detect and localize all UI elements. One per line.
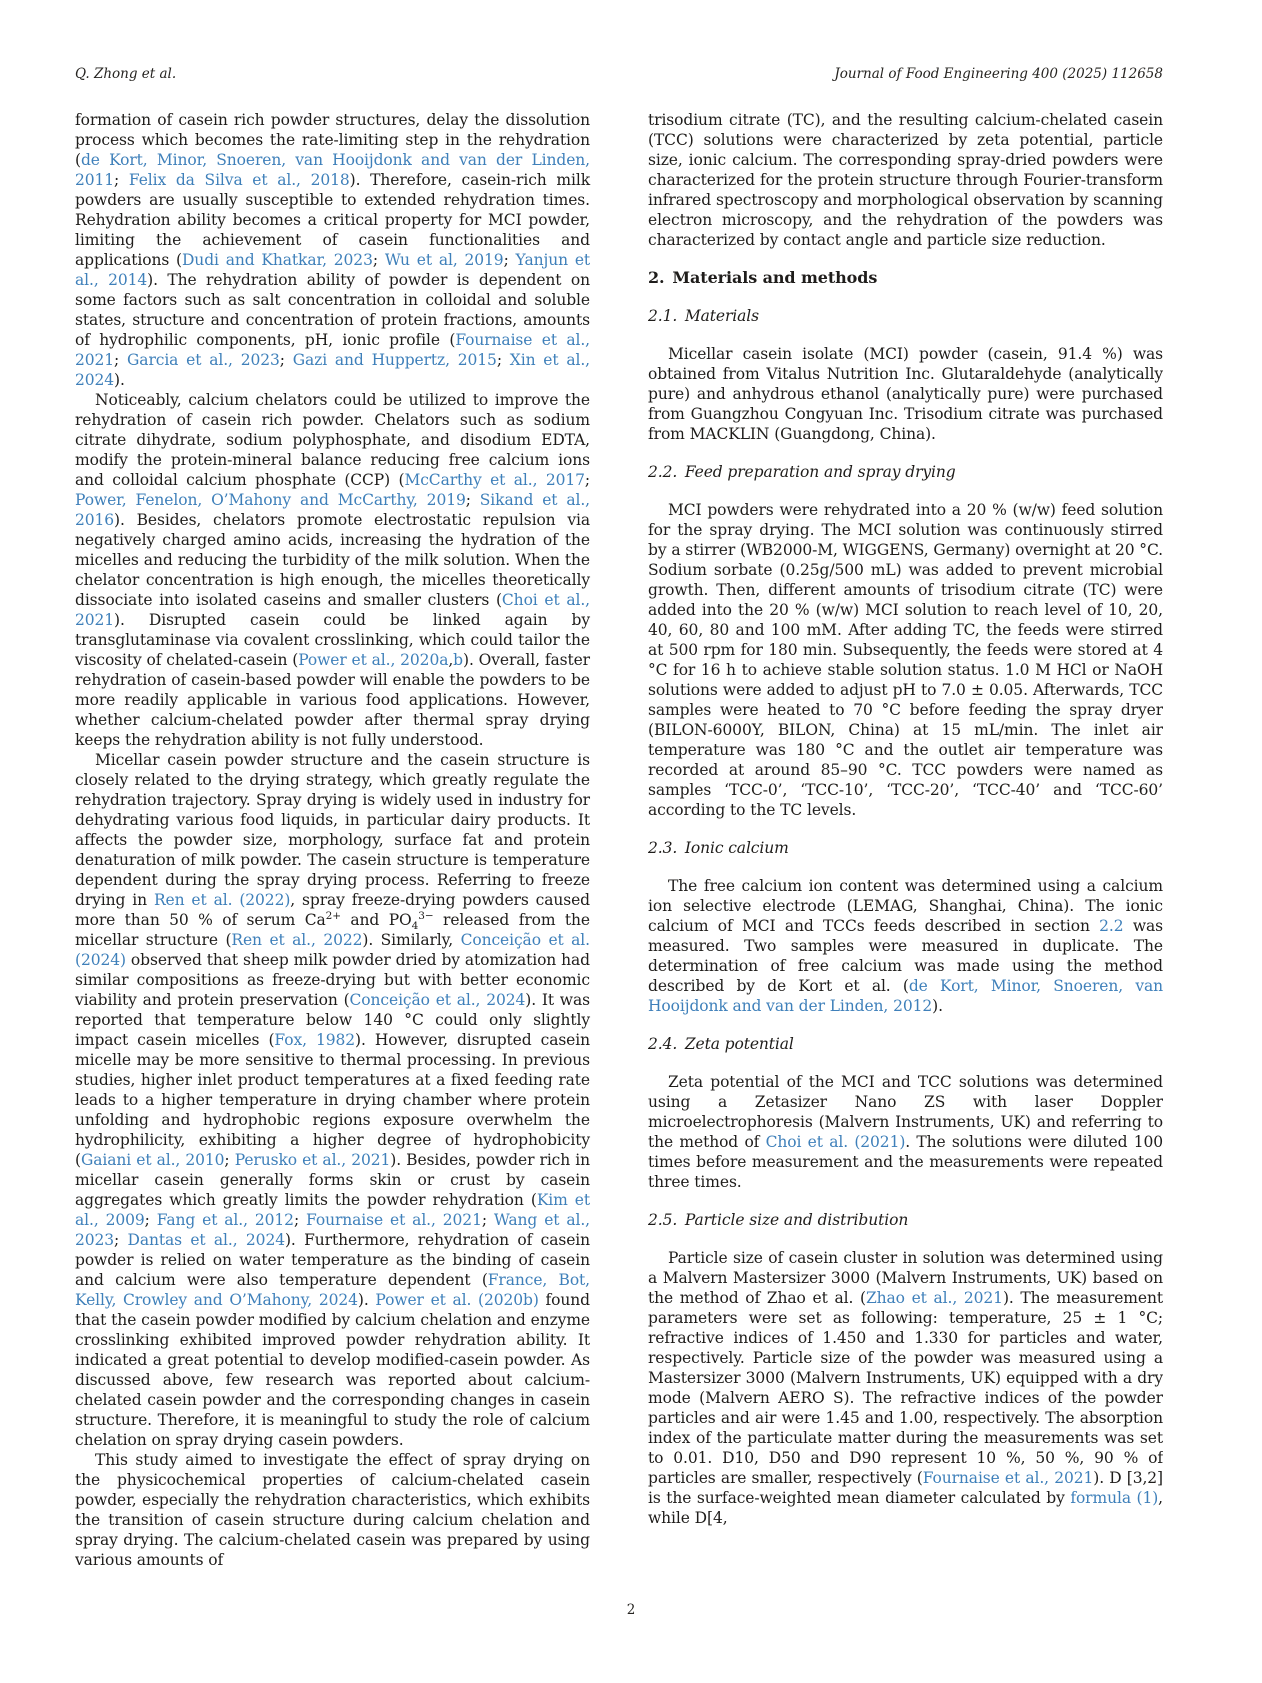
page-footer — [0, 1602, 1262, 1618]
superscript-text: 2+ — [325, 909, 341, 922]
text-run: ; — [465, 491, 480, 509]
text-run: ). Therefore, casein-rich milk powders are usually susceptible to extended rehydration times. Rehydration ability becomes a critical property for MCI powder, limiting the achievement of casein functionalities and applications ( — [75, 171, 591, 269]
text-run: observed that sheep milk powder dried by atomization had similar compositions as freeze-drying but with better economic viability and protein preservation ( — [75, 951, 590, 1009]
citation-link[interactable]: de Kort, Minor, Snoeren, van Hooijdonk and van der Linden, 2011 — [75, 151, 590, 189]
citation-link[interactable]: Garcia et al., 2023 — [127, 351, 280, 369]
text-run: ; — [496, 351, 510, 369]
text-run: Micellar casein powder structure and the casein structure is closely related to the drying strategy, which greatly regulate the rehydration trajectory. Spray drying is widely used in industry for dehydrating various food liquids, in particular dairy products. It affects the powder size, morphology, surface fat and protein denaturation of milk powder. The casein structure is temperature dependent during the spray drying process. Referring to freeze drying in — [75, 751, 590, 909]
body-paragraph — [648, 344, 1163, 444]
text-run: The free calcium ion content was determined using a calcium ion selective electrode (LEMAG, Shanghai, China). The ionic calcium of MCI and TCCs feeds described in section — [648, 877, 1163, 935]
citation-link[interactable]: Wang et al., 2023 — [75, 1211, 590, 1249]
subsection-heading: 2.1. Materials — [648, 307, 759, 325]
text-run: released from the micellar structure ( — [75, 911, 591, 949]
citation-link[interactable]: Gaiani et al., 2010 — [80, 1151, 225, 1169]
text-run: Zeta potential of the MCI and TCC solutions was determined using a Zetasizer Nano ZS with laser Doppler microelectrophoresis (Malvern Instruments, UK) and referring to the method of — [648, 1073, 1163, 1151]
text-run: found that the casein powder modified by calcium chelation and enzyme crosslinking exhibited improved powder rehydration ability. It indicated a great potential to develop modified-casein powder. As discussed above, few research was reported about calcium-chelated casein powder and the corresponding changes in casein structure. Therefore, it is meaningful to study the role of calcium chelation on spray drying casein powders. — [75, 1291, 590, 1449]
body-paragraph — [648, 500, 1163, 820]
text-run: ; — [481, 1211, 494, 1229]
citation-link[interactable]: Ren et al., 2022 — [231, 931, 363, 949]
text-run: , while D[4, — [648, 1489, 1163, 1527]
text-run: MCI powders were rehydrated into a 20 % (w/w) feed solution for the spray drying. The MCI solution was continuously stirred by a stirrer (WB2000-M, WIGGENS, Germany) overnight at 20 °C. Sodium sorbate (0.25g/500 mL) was added to prevent microbial growth. Then, different amounts of trisodium citrate (TC) were added into the 20 % (w/w) MCI solution to reach level of 10, 20, 40, 60, 80 and 100 mM. After adding TC, the feeds were stirred at 500 rpm for 180 min. Subsequently, the feeds were stored at 4 °C for 16 h to achieve stable solution status. 1.0 M HCl or NaOH solutions were added to adjust pH to 7.0 ± 0.05. Afterwards, TCC samples were heated to 70 °C before feeding the spray dryer (BILON-6000Y, BILON, China) at 15 mL/min. The inlet air temperature was 180 °C and the outlet air temperature was recorded at around 85–90 °C. TCC powders were named as samples ‘TCC-0’, ‘TCC-10’, ‘TCC-20’, ‘TCC-40’ and ‘TCC-60’ according to the TC levels. — [648, 501, 1163, 819]
citation-link[interactable]: Gazi and Huppertz, 2015 — [292, 351, 497, 369]
text-run: ). — [114, 371, 125, 389]
body-paragraph — [75, 750, 590, 1450]
citation-link[interactable]: Ren et al. (2022) — [153, 891, 291, 909]
citation-link[interactable]: Perusko et al., 2021 — [234, 1151, 391, 1169]
text-run: ). The measurement parameters were set as following: temperature, 25 ± 1 °C; refractive indices of 1.450 and 1.330 for particles and water, respectively. Particle size of the powder was measured using a Mastersizer 3000 (Malvern Instruments, UK) equipped with a dry mode (Malvern AERO S). The refractive indices of the powder particles and air were 1.45 and 1.00, respectively. The absorption index of the particulate matter during the measurements was set to 0.01. D10, D50 and D90 represent 10 %, 50 %, 90 % of particles are smaller, respectively ( — [648, 1289, 1163, 1487]
text-run: ; — [503, 251, 516, 269]
citation-link[interactable]: Dudi and Khatkar, 2023 — [181, 251, 373, 269]
running-header-authors: Q. Zhong et al. — [75, 66, 177, 82]
citation-link[interactable]: Dantas et al., 2024 — [127, 1231, 285, 1249]
body-paragraph — [648, 1248, 1163, 1528]
citation-link[interactable]: Power, Fenelon, O’Mahony and McCarthy, 2019 — [75, 491, 466, 509]
text-run: ). D [3,2] is the surface-weighted mean diameter calculated by — [648, 1469, 1163, 1507]
text-run: This study aimed to investigate the effect of spray drying on the physicochemical properties of calcium-chelated casein powder, especially the rehydration characteristics, which exhibits the transition of casein structure during calcium chelation and spray drying. The calcium-chelated casein was prepared by using various amounts of — [75, 1451, 590, 1569]
text-run: Particle size of casein cluster in solution was determined using a Malvern Mastersizer 3000 (Malvern Instruments, UK) based on the method of Zhao et al. ( — [648, 1249, 1163, 1307]
citation-link[interactable]: Fang et al., 2012 — [156, 1211, 294, 1229]
citation-link[interactable]: McCarthy et al., 2017 — [404, 471, 585, 489]
citation-link[interactable]: 2.2 — [1099, 917, 1124, 935]
citation-link[interactable]: Xin et al., 2024 — [75, 351, 591, 389]
text-run: Micellar casein isolate (MCI) powder (casein, 91.4 %) was obtained from Vitalus Nutrition Inc. Glutaraldehyde (analytically pure) and anhydrous ethanol (analytically pure) were purchased from Guangzhou Congyuan Inc. Trisodium citrate was purchased from MACKLIN (Guangdong, China). — [648, 345, 1163, 443]
text-run: and PO — [340, 911, 412, 929]
citation-link[interactable]: Sikand et al., 2016 — [75, 491, 590, 529]
subscript-text: 4 — [411, 920, 419, 933]
text-run: ). Besides, chelators promote electrostatic repulsion via negatively charged amino acids, increasing the hydration of the micelles and reducing the turbidity of the milk solution. When the chelator concentration is high enough, the micelles theoretically dissociate into isolated caseins and smaller clusters ( — [75, 511, 590, 609]
text-run: ). — [357, 1291, 376, 1309]
text-run: , — [448, 651, 454, 669]
page-number: 2 — [626, 1602, 636, 1618]
left-column — [75, 110, 590, 1590]
citation-link[interactable]: b — [453, 651, 463, 669]
text-run: . The solutions were diluted 100 times before measurement and the measurements were repeated three times. — [648, 1133, 1163, 1191]
body-paragraph — [648, 1072, 1163, 1192]
text-run: ). Similarly, — [362, 931, 461, 949]
citation-link[interactable]: Choi et al., 2021 — [75, 591, 590, 629]
text-run: ; — [224, 1151, 235, 1169]
text-run: ; — [372, 251, 385, 269]
citation-link[interactable]: Wu et al, 2019 — [384, 251, 504, 269]
running-header-journal: Journal of Food Engineering 400 (2025) 112658 — [834, 66, 1163, 82]
text-run: ; — [279, 351, 293, 369]
section-heading: 2. Materials and methods — [648, 268, 878, 287]
text-run: ; — [114, 1231, 128, 1249]
running-header — [75, 66, 1163, 82]
text-run: Noticeably, calcium chelators could be utilized to improve the rehydration of casein rich powder. Chelators such as sodium citrate dihydrate, sodium polyphosphate, and disodium EDTA, modify the protein-mineral balance reducing free calcium ions and colloidal calcium phosphate (CCP) ( — [75, 391, 590, 489]
citation-link[interactable]: Kim et al., 2009 — [75, 1191, 590, 1229]
text-run: formation of casein rich powder structures, delay the dissolution process which becomes the rate-limiting step in the rehydration ( — [75, 111, 590, 169]
text-run: ; — [584, 471, 590, 489]
citation-link[interactable]: Choi et al. (2021) — [765, 1133, 906, 1151]
text-run: trisodium citrate (TC), and the resulting calcium-chelated casein (TCC) solutions were characterized by zeta potential, particle size, ionic calcium. The corresponding spray-dried powders were characterized for the protein structure through Fourier-transform infrared spectroscopy and morphological observation by scanning electron microscopy, and the rehydration of the powders was characterized by contact angle and particle size reduction. — [648, 111, 1163, 249]
text-run: ). Besides, powder rich in micellar casein generally forms skin or crust by casein aggregates which greatly limits the powder rehydration ( — [75, 1151, 591, 1209]
text-run: ). — [932, 997, 943, 1015]
citation-link[interactable]: Conceição et al. (2024) — [75, 931, 590, 969]
citation-link[interactable]: de Kort, Minor, Snoeren, van Hooijdonk and van der Linden, 2012 — [648, 977, 1163, 1015]
citation-link[interactable]: Fournaise et al., 2021 — [922, 1469, 1094, 1487]
text-run: ; — [114, 171, 129, 189]
citation-link[interactable]: Yanjun et al., 2014 — [75, 251, 591, 289]
subsection-heading: 2.5. Particle size and distribution — [648, 1211, 909, 1229]
two-column-body — [75, 110, 1163, 1590]
body-paragraph — [75, 1450, 590, 1570]
body-paragraph — [75, 390, 590, 750]
right-column — [648, 110, 1163, 1590]
body-paragraph — [648, 876, 1163, 1016]
body-paragraph — [75, 110, 590, 390]
text-run: ). However, disrupted casein micelle may be more sensitive to thermal processing. In previous studies, higher inlet product temperatures at a fixed feeding rate leads to a higher temperature in drying chamber where protein unfolding and hydrophobic regions exposure overwhelm the hydrophilicity, exhibiting a higher degree of hydrophobicity ( — [75, 1031, 590, 1169]
text-run: ). Disrupted casein could be linked again by transglutaminase via covalent crosslinking, which could tailor the viscosity of chelated-casein ( — [75, 611, 590, 669]
text-run: ). Furthermore, rehydration of casein powder is relied on water temperature as the binding of casein and calcium were also temperature dependent ( — [75, 1231, 591, 1289]
text-run: ; — [293, 1211, 307, 1229]
citation-link[interactable]: Fournaise et al., 2021 — [75, 331, 590, 369]
text-run: , spray freeze-drying powders caused more than 50 % of serum Ca — [75, 891, 590, 929]
citation-link[interactable]: Conceição et al., 2024 — [349, 991, 526, 1009]
text-run: ). Overall, faster rehydration of casein-based powder will enable the powders to be more readily applicable in various food applications. However, whether calcium-chelated powder after thermal spray drying keeps the rehydration ability is not fully understood. — [75, 651, 590, 749]
subsection-heading: 2.3. Ionic calcium — [648, 839, 789, 857]
text-run: ; — [144, 1211, 157, 1229]
citation-link[interactable]: Power et al., 2020a — [298, 651, 449, 669]
text-run: ). It was reported that temperature below 140 °C could only slightly impact casein micelles ( — [75, 991, 590, 1049]
citation-link[interactable]: France, Bot, Kelly, Crowley and O’Mahony, 2024 — [75, 1271, 591, 1309]
subsection-heading: 2.2. Feed preparation and spray drying — [648, 463, 956, 481]
citation-link[interactable]: Fox, 1982 — [274, 1031, 356, 1049]
citation-link[interactable]: Power et al. (2020b) — [375, 1291, 539, 1309]
citation-link[interactable]: Zhao et al., 2021 — [865, 1289, 1003, 1307]
superscript-text: 3− — [418, 909, 434, 922]
citation-link[interactable]: formula (1) — [1070, 1489, 1159, 1507]
text-run: ; — [114, 351, 128, 369]
citation-link[interactable]: Felix da Silva et al., 2018 — [128, 171, 350, 189]
text-run: ). The rehydration ability of powder is dependent on some factors such as salt concentration in colloidal and soluble states, structure and concentration of protein fractions, amounts of hydrophilic components, pH, ionic profile ( — [75, 271, 590, 349]
body-paragraph — [648, 110, 1163, 250]
text-run: was measured. Two samples were measured in duplicate. The determination of free calcium was made using the method described by de Kort et al. ( — [648, 917, 1163, 995]
citation-link[interactable]: Fournaise et al., 2021 — [306, 1211, 482, 1229]
subsection-heading: 2.4. Zeta potential — [648, 1035, 794, 1053]
